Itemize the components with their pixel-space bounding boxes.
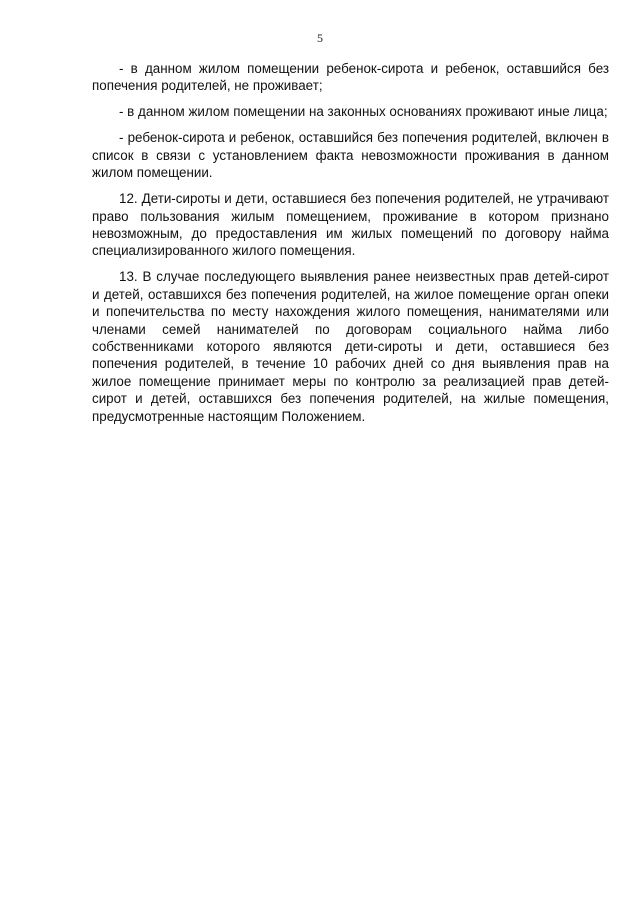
document-body (92, 60, 609, 434)
page-number: 5 (317, 31, 323, 45)
list-item-child-not-living: - в данном жилом помещении ребенок-сирота и ребенок, оставшийся без попечения родителей, не проживает; (92, 61, 609, 94)
list-item-other-persons-living: - в данном жилом помещении на законных основаниях проживают иные лица; (119, 104, 608, 120)
paragraph-13: 13. В случае последующего выявления ранее неизвестных прав детей-сирот и детей, оставшихся без попечения родителей, на жилое помещение орган опеки и попечительства по месту нахождения жилого помещения, нанимателями или членами семей нанимателей по договорам социального найма либо собственниками которого являются дети-сироты и дети, оставшиеся без попечения родителей, в течение 10 рабочих дней со дня выявления прав на жилое помещение принимает меры по контролю за реализацией прав детей-сирот и детей, оставшихся без попечения родителей, на жилые помещения, предусмотренные настоящим Положением. (92, 269, 609, 424)
paragraph-12: 12. Дети-сироты и дети, оставшиеся без попечения родителей, не утрачивают право пользования жилым помещением, проживание в котором признано невозможным, до предоставления им жилых помещений по договору найма специализированного жилого помещения. (92, 191, 609, 259)
list-item-included-in-list: - ребенок-сирота и ребенок, оставшийся без попечения родителей, включен в список в связи с установлением факта невозможности проживания в данном жилом помещении. (92, 130, 609, 181)
